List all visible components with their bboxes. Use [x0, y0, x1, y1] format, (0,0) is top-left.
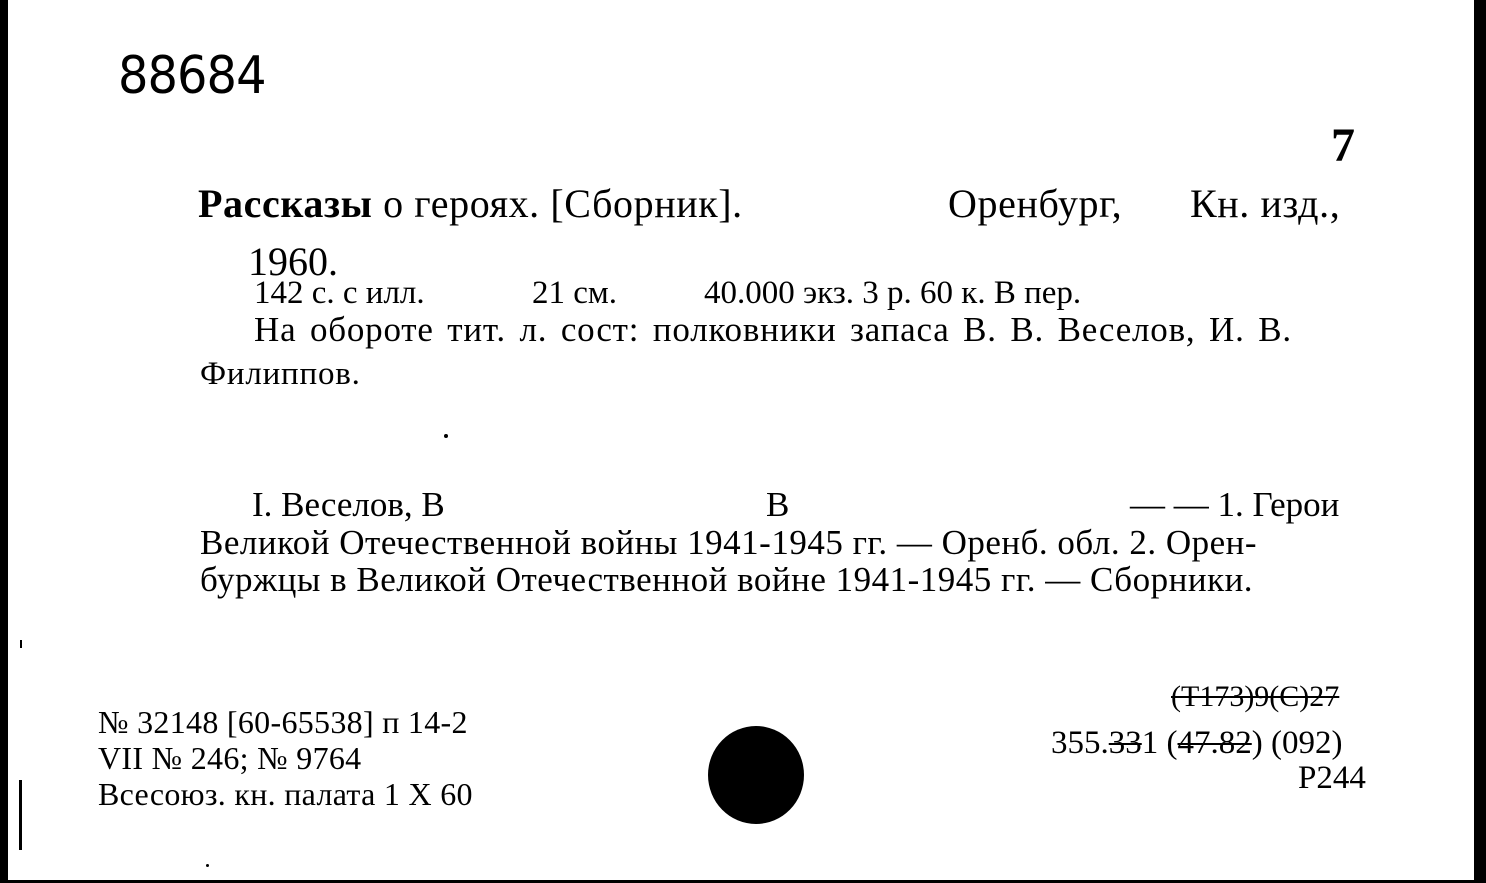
- edge-mark: [20, 640, 22, 648]
- catalog-card: [8, 0, 1474, 880]
- footer-line-1: № 32148 [60-65538] п 14-2: [98, 704, 468, 740]
- title-main-word: Рассказы: [198, 181, 373, 226]
- tracing-line-2: Великой Отечественной войны 1941-1945 гг. — Оренб. обл. 2. Орен-: [200, 523, 1258, 562]
- class-prefix: 355.: [1051, 725, 1109, 761]
- classification-line-2: [1051, 725, 1342, 762]
- class-struck-2: 47.82: [1177, 725, 1252, 761]
- footer-line-2: VII № 246; № 9764: [98, 740, 362, 776]
- size: 21 см.: [532, 275, 618, 311]
- class-struck-1: 33: [1108, 725, 1142, 761]
- publisher: Кн. изд.,: [1190, 181, 1341, 226]
- title-line: [198, 180, 1341, 227]
- publication-year: 1960.: [248, 239, 338, 284]
- punch-hole: [708, 726, 804, 824]
- classification-struck: (Т173)9(С)27: [1171, 680, 1340, 713]
- note-line-1: На обороте тит. л. сост: полковники запаса В. В. Веселов, И. В.: [254, 310, 1292, 349]
- edition-price: 40.000 экз. 3 р. 60 к. В пер.: [704, 275, 1082, 311]
- publication-place: Оренбург,: [948, 181, 1123, 226]
- tracing-line-1-mid: В: [766, 485, 790, 524]
- title-rest: о героях. [Сборник].: [383, 181, 743, 226]
- accession-number: 88684: [118, 46, 266, 106]
- stray-dot-bottom: [206, 864, 209, 867]
- card-number: 7: [1331, 119, 1355, 172]
- tracing-line-1-end: — — 1. Герои: [1130, 485, 1340, 524]
- tracing-line-3: буржцы в Великой Отечественной войне 1941-1945 гг. — Сборники.: [200, 560, 1254, 599]
- tracing-line-1-start: I. Веселов, В: [252, 485, 445, 524]
- class-suffix: ) (092): [1251, 725, 1343, 761]
- footer-line-3: Всесоюз. кн. палата 1 X 60: [98, 776, 473, 812]
- note-line-2: Филиппов.: [200, 356, 361, 392]
- edge-mark: [19, 780, 22, 850]
- class-mid: 1 (: [1141, 725, 1178, 761]
- stray-dot: [444, 434, 448, 438]
- pages: 142 с. с илл.: [254, 275, 425, 311]
- classification-line-3: Р244: [1298, 760, 1366, 796]
